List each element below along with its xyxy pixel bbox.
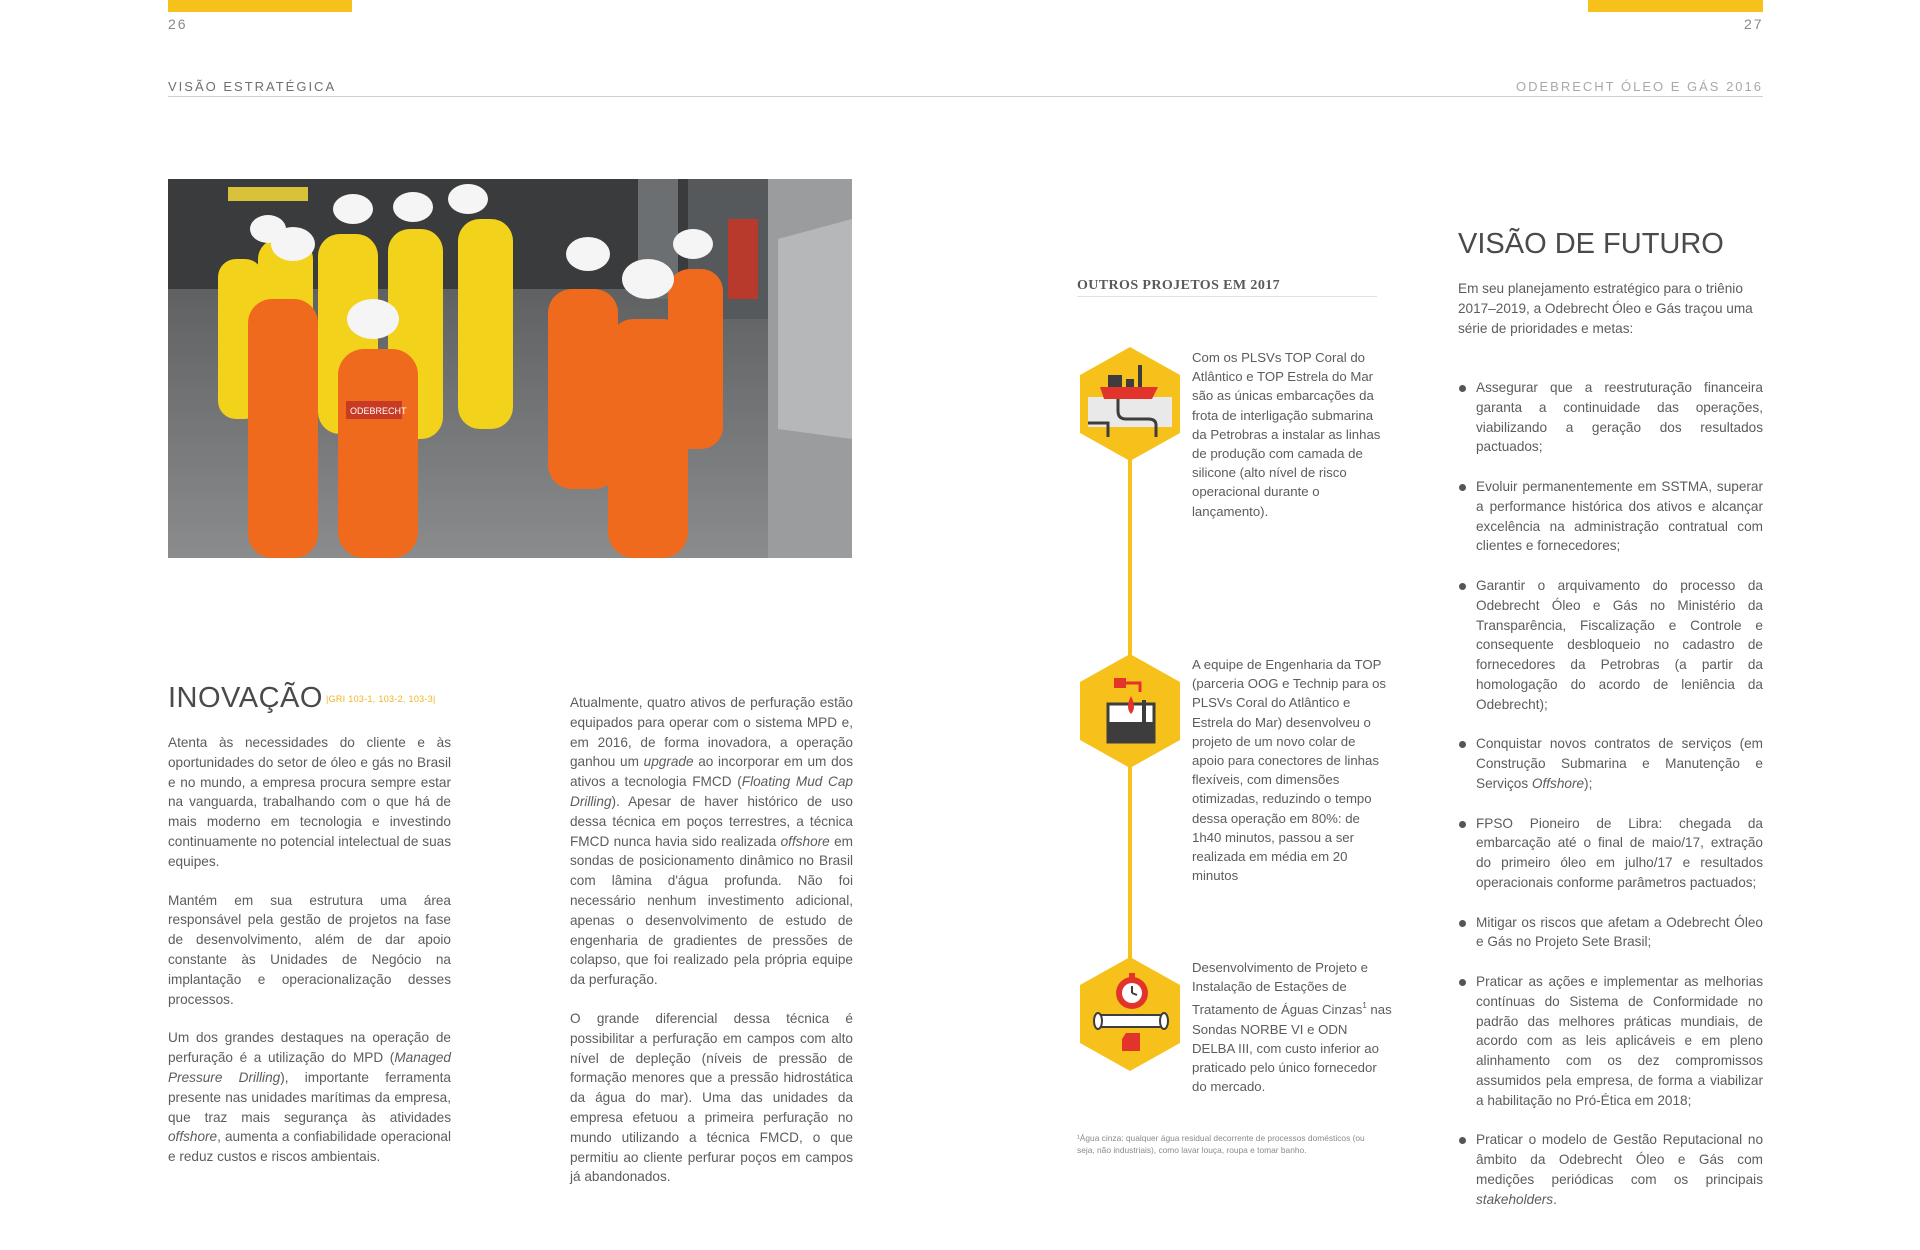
left-running-header: VISÃO ESTRATÉGICA xyxy=(168,79,337,94)
inovacao-title: INOVAÇÃO xyxy=(168,682,323,714)
header-rule xyxy=(168,96,1763,97)
left-accent-tab xyxy=(168,0,352,12)
bullet-icon xyxy=(1459,821,1466,828)
list-item: Praticar as ações e implementar as melhorias contínuas do Sistema de Conformidade no padrão das melhores práticas mundiais, de acordo com as leis aplicáveis e em pleno alinhamento com os dez compromissos assumidos pela empresa, de forma a viabilizar a habilitação no Pró-Ética em 2018; xyxy=(1458,972,1763,1111)
workers-photo xyxy=(168,179,852,558)
right-running-header: ODEBRECHT ÓLEO E GÁS 2016 xyxy=(1516,79,1763,94)
bullet-icon xyxy=(1459,979,1466,986)
projects-title: OUTROS PROJETOS EM 2017 xyxy=(1077,278,1281,293)
futuro-title: VISÃO DE FUTURO xyxy=(1458,228,1724,260)
middle-paragraph-1: Atualmente, quatro ativos de perfuração estão equipados para operar com o sistema MPD e, em 2016, de forma inovadora, a operação ganhou um upgrade ao incorporar em um dos ativos a tecnologia FMCD (Floating Mud Cap Drilling). Apesar de haver histórico de uso dessa técnica em poços terrestres, a técnica FMCD nunca havia sido realizada offshore em sondas de posicionamento dinâmico no Brasil com lâmina d'água profunda. Não foi necessário nenhum investimento adicional, apenas o desenvolvimento de estudo de engenharia de gradientes de pressões de colapso, que foi realizado pela própria equipe da perfuração. xyxy=(570,695,853,988)
right-page-number: 27 xyxy=(1744,16,1764,32)
project-item-1-text: Com os PLSVs TOP Coral do Atlântico e TOP Estrela do Mar são as únicas embarcações da frota de interligação submarina da Petrobras a instalar as linhas de produção com camada de silicone (alto nível de risco operacional durante o lançamento). xyxy=(1192,350,1381,519)
inovacao-paragraph-3: Um dos grandes destaques na operação de perfuração é a utilização do MPD (Managed Pressure Drilling), importante ferramenta presente nas unidades marítimas da empresa, que traz mais segurança às atividades offshore, aumenta a confiabilidade operacional e reduz custos e riscos ambientais. xyxy=(168,1030,451,1165)
bullet-icon xyxy=(1459,741,1466,748)
list-item: Conquistar novos contratos de serviços (em Construção Submarina e Manutenção e Serviços Offshore); xyxy=(1458,734,1763,793)
right-accent-tab xyxy=(1588,0,1763,12)
list-item: Mitigar os riscos que afetam a Odebrecht Óleo e Gás no Projeto Sete Brasil; xyxy=(1458,913,1763,953)
ship-pipeline-icon xyxy=(1078,345,1182,463)
inovacao-heading-row xyxy=(168,682,436,715)
stopwatch-pipe-icon xyxy=(1078,955,1182,1073)
inovacao-paragraph-1: Atenta às necessidades do cliente e às oportunidades do setor de óleo e gás no Brasil e no mundo, a empresa procura sempre estar na vanguarda, trabalhando com o que há de mais moderno em tecnologia e investindo continuamente no potencial intelectual de suas equipes. xyxy=(168,735,451,869)
inovacao-column xyxy=(168,733,451,1167)
futuro-bullet-list xyxy=(1458,378,1763,1229)
project-item-2-text: A equipe de Engenharia da TOP (parceria OOG e Technip para os PLSVs Coral do Atlântico e Estrela do Mar) desenvolveu o projeto de um novo colar de apoio para conectores de linhas flexíveis, com dimensões otimizadas, reduzindo o tempo dessa operação em 80%: de 1h40 minutos, passou a ser realizada em média em 20 minutos xyxy=(1192,657,1386,884)
middle-paragraph-2: O grande diferencial dessa técnica é possibilitar a perfuração em campos com alto nível de depleção (níveis de pressão de formação menores que a pressão hidrostática da água do mar). Uma das unidades da empresa efetuou a primeira perfuração no mundo utilizando a técnica FMCD, o que permitiu ao cliente perfurar poços em campos já abandonados. xyxy=(570,1010,853,1185)
list-item: Garantir o arquivamento do processo da Odebrecht Óleo e Gás no Ministério da Transparência, Fiscalização e Controle e consequente desbloqueio no cadastro de fornecedores da Petrobras (a partir da homologação do acordo de leniência da Odebrecht); xyxy=(1458,576,1763,715)
tank-valve-icon xyxy=(1078,652,1182,770)
bullet-icon xyxy=(1459,1137,1466,1144)
bullet-icon xyxy=(1459,385,1466,392)
bullet-icon xyxy=(1459,484,1466,491)
list-item: FPSO Pioneiro de Libra: chegada da embarcação até o final de maio/17, extração do primeiro óleo em julho/17 e resultados operacionais conforme parâmetros pactuados; xyxy=(1458,814,1763,893)
list-item: Praticar o modelo de Gestão Reputacional no âmbito da Odebrecht Óleo e Gás com medições periódicas com os principais stakeholders. xyxy=(1458,1130,1763,1209)
inovacao-paragraph-2: Mantém em sua estrutura uma área responsável pela gestão de projetos na fase de desenvolvimento, além de dar apoio constante às Unidades de Negócio na implantação e operacionalização desses processos. xyxy=(168,892,451,1007)
projects-title-rule xyxy=(1077,296,1377,297)
list-item: Assegurar que a reestruturação financeira garanta a continuidade das operações, viabilizando a geração dos resultados pactuados; xyxy=(1458,378,1763,457)
photo-logo: ODEBRECHT xyxy=(350,406,407,416)
workers-illustration xyxy=(168,179,852,558)
projects-footnote: ¹Água cinza: qualquer água residual decorrente de processos domésticos (ou seja, não industriais), como lavar louça, roupa e tomar banho. xyxy=(1077,1133,1365,1155)
middle-column xyxy=(570,693,853,1187)
futuro-intro: Em seu planejamento estratégico para o triênio 2017–2019, a Odebrecht Óleo e Gás traçou uma série de prioridades e metas: xyxy=(1458,281,1753,336)
bullet-icon xyxy=(1459,583,1466,590)
project-item-3-text: Desenvolvimento de Projeto e Instalação de Estações de Tratamento de Águas Cinzas$^1$ nas Sondas NORBE VI e ODN DELBA III, com custo inferior ao praticado pelo único fornecedor do mercado. xyxy=(1192,960,1392,1095)
inovacao-gri-tag: |GRI 103-1, 103-2, 103-3| xyxy=(325,694,436,704)
list-item: Evoluir permanentemente em SSTMA, superar a performance histórica dos ativos e alcançar excelência na administração contratual com clientes e fornecedores; xyxy=(1458,477,1763,556)
bullet-icon xyxy=(1459,920,1466,927)
left-page-number: 26 xyxy=(168,16,188,32)
